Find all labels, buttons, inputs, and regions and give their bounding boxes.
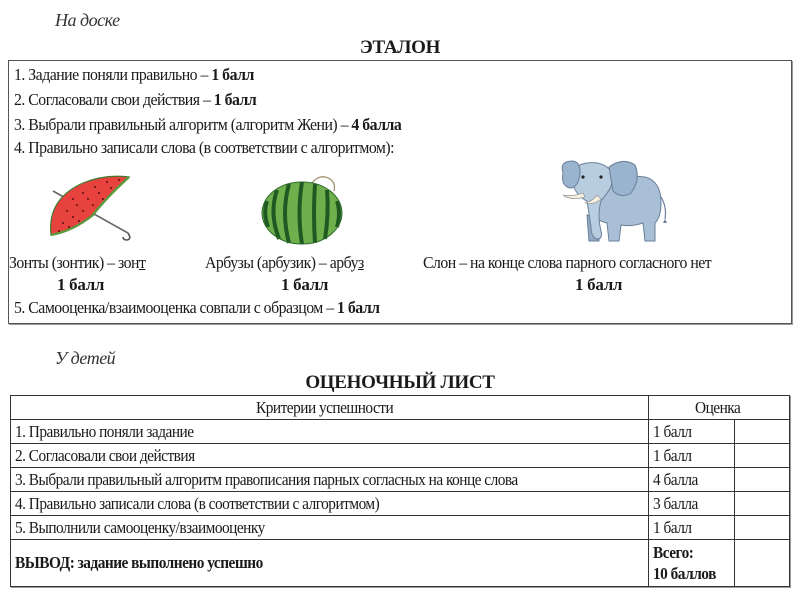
score-cell: 1 балл (648, 444, 735, 468)
conclusion-text: задание выполнено успешно (74, 553, 263, 572)
criterion-cell: 3. Выбрали правильный алгоритм правописания парных согласных на конце слова (11, 468, 649, 492)
word-score-umbrella: 1 балл (57, 275, 105, 294)
total-label: Всего: (652, 543, 694, 562)
table-header-row (11, 396, 790, 420)
criterion-cell: 4. Правильно записали слова (в соответствии с алгоритмом) (11, 492, 649, 516)
etalon-criterion-3: 3. Выбрали правильный алгоритм (алгоритм Жени) – 4 балла (14, 115, 402, 134)
total-cell (648, 540, 735, 587)
word-caption-elephant: Слон – на конце слова парного согласного нет (423, 253, 712, 272)
self-mark-cell[interactable] (735, 420, 790, 444)
watermelon-picture (257, 173, 352, 245)
score-cell: 4 балла (648, 468, 735, 492)
table-row (11, 420, 790, 444)
self-mark-cell[interactable] (735, 492, 790, 516)
board-caption: На доске (55, 10, 120, 30)
word-score-elephant: 1 балл (575, 275, 623, 294)
conclusion-row (11, 540, 790, 587)
elephant-picture (557, 157, 672, 245)
conclusion-cell (11, 540, 649, 587)
total-mark-cell[interactable] (735, 540, 790, 587)
score-cell: 3 балла (648, 492, 735, 516)
table-row (11, 516, 790, 540)
evaluation-table (10, 395, 790, 587)
criterion-cell: 2. Согласовали свои действия (11, 444, 649, 468)
word-caption-umbrella: Зонты (зонтик) – зонт (9, 253, 146, 272)
word-caption-watermelon: Арбузы (арбузик) – арбуз (205, 253, 364, 272)
umbrella-picture (43, 169, 143, 241)
self-mark-cell[interactable] (735, 468, 790, 492)
word-score-watermelon: 1 балл (281, 275, 329, 294)
header-criteria: Критерии успешности (11, 396, 649, 420)
etalon-criterion-5: 5. Самооценка/взаимооценка совпали с образцом – 1 балл (14, 298, 380, 317)
criterion-cell: 1. Правильно поняли задание (11, 420, 649, 444)
table-row (11, 444, 790, 468)
self-mark-cell[interactable] (735, 444, 790, 468)
total-value: 10 баллов (652, 564, 716, 583)
table-row (11, 492, 790, 516)
etalon-box (8, 60, 792, 324)
etalon-criterion-2: 2. Согласовали свои действия – 1 балл (14, 90, 257, 109)
score-cell: 1 балл (648, 420, 735, 444)
self-mark-cell[interactable] (735, 516, 790, 540)
conclusion-label: ВЫВОД: (15, 553, 75, 572)
score-cell: 1 балл (648, 516, 735, 540)
etalon-title: ЭТАЛОН (359, 37, 441, 58)
children-caption: У детей (55, 348, 116, 368)
criterion-cell: 5. Выполнили самооценку/взаимооценку (11, 516, 649, 540)
etalon-criterion-4: 4. Правильно записали слова (в соответствии с алгоритмом): (14, 138, 395, 157)
etalon-criterion-1: 1. Задание поняли правильно – 1 балл (14, 65, 254, 84)
header-score: Оценка (648, 396, 789, 420)
table-row (11, 468, 790, 492)
evaluation-sheet-title: ОЦЕНОЧНЫЙ ЛИСТ (305, 372, 495, 393)
